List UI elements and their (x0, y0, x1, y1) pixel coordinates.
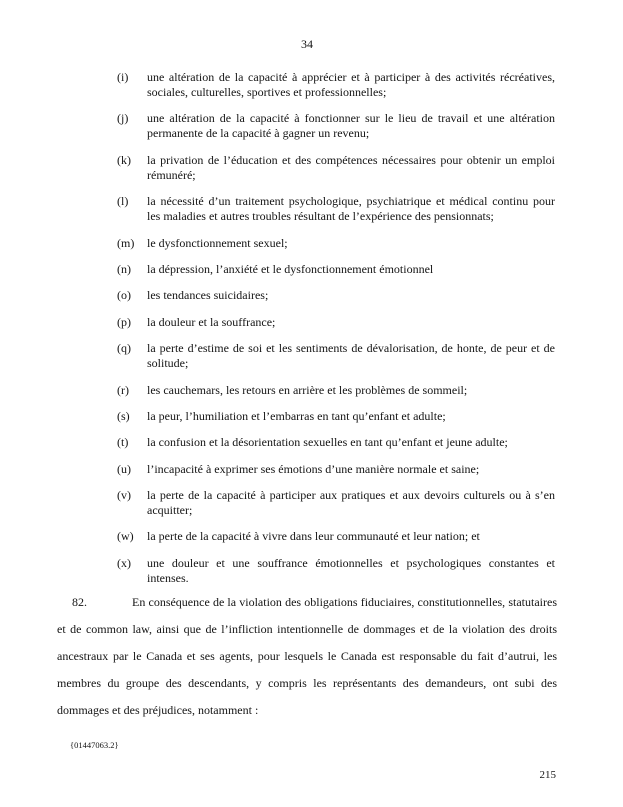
page-number-bottom: 215 (539, 769, 556, 781)
list-item-text: les cauchemars, les retours en arrière et les problèmes de sommeil; (147, 382, 468, 397)
paragraph-82 (57, 589, 557, 724)
list-item-label: (k) (117, 152, 131, 167)
list-item-text: une douleur et une souffrance émotionnelles et psychologiques constantes et intenses. (147, 555, 555, 585)
list-item-text: la perte de la capacité à vivre dans leur communauté et leur nation; et (147, 529, 480, 544)
list-item-text: la perte de la capacité à participer aux pratiques et aux devoirs culturels ou à s’en acquitter; (147, 488, 555, 518)
list-item-text: la dépression, l’anxiété et le dysfonctionnement émotionnel (147, 261, 434, 276)
list-item-text: une altération de la capacité à apprécier et à participer à des activités récréatives, sociales, culturelles, sportives et professionnelles; (147, 70, 555, 99)
list-item-text: les tendances suicidaires; (147, 288, 269, 303)
list-item-label: (s) (117, 408, 130, 423)
paragraph-text: En conséquence de la violation des obligations fiduciaires, constitutionnelles, statutaires et de common law, ainsi que de l’infliction intentionnelle de dommages et de la violation des droits ancestraux par le Canada et ses agents, pour lesquels le Canada est responsable du fait d’autrui, les membres du groupe des descendants, y compris les représentants des demandeurs, ont subi des dommages et des préjudices, notamment : (57, 595, 557, 717)
list-item-text: la nécessité d’un traitement psychologique, psychiatrique et médical continu pour les maladies et autres troubles résultant de l’expérience des pensionnats; (147, 194, 555, 224)
list-item-text: la douleur et la souffrance; (147, 314, 276, 329)
list-item (117, 315, 555, 330)
list-item (117, 288, 555, 303)
list-item (117, 435, 555, 450)
list-item-text: une altération de la capacité à fonctionner sur le lieu de travail et une altération permanente de la capacité à gagner un revenu; (147, 111, 555, 141)
list-item-label: (l) (117, 194, 129, 209)
list-item-label: (o) (117, 288, 131, 303)
list-item (117, 409, 555, 424)
damages-sub-list (117, 70, 555, 597)
list-item-label: (x) (117, 555, 131, 570)
list-item (117, 236, 555, 251)
list-item-text: le dysfonctionnement sexuel; (147, 235, 288, 250)
list-item-label: (p) (117, 314, 131, 329)
list-item-text: la privation de l’éducation et des compétences nécessaires pour obtenir un emploi rémunéré; (147, 152, 555, 182)
list-item-text: la perte d’estime de soi et les sentiments de dévalorisation, de honte, de peur et de solitude; (147, 341, 555, 371)
list-item-label: (v) (117, 488, 131, 503)
list-item-label: (u) (117, 461, 131, 476)
list-item-label: (r) (117, 382, 129, 397)
list-item-label: (q) (117, 341, 131, 356)
list-item (117, 383, 555, 398)
list-item (117, 556, 555, 586)
list-item (117, 341, 555, 371)
document-id-stamp: {01447063.2} (70, 740, 119, 750)
list-item (117, 488, 555, 518)
list-item-label: (m) (117, 235, 135, 250)
page-number-top: 34 (301, 37, 313, 51)
list-item (117, 153, 555, 183)
list-item (117, 262, 555, 277)
list-item-label: (i) (117, 70, 129, 84)
list-item (117, 111, 555, 141)
list-item (117, 462, 555, 477)
list-item (117, 529, 555, 544)
list-item (117, 70, 555, 100)
list-item-label: (t) (117, 435, 129, 450)
list-item (117, 194, 555, 224)
list-item-text: l’incapacité à exprimer ses émotions d’une manière normale et saine; (147, 461, 480, 476)
list-item-text: la peur, l’humiliation et l’embarras en tant qu’enfant et adulte; (147, 408, 446, 423)
list-item-label: (n) (117, 261, 131, 276)
list-item-label: (j) (117, 111, 129, 126)
list-item-label: (w) (117, 529, 134, 544)
list-item-text: la confusion et la désorientation sexuelles en tant qu’enfant et jeune adulte; (147, 435, 508, 450)
paragraph-number: 82. (72, 595, 87, 609)
